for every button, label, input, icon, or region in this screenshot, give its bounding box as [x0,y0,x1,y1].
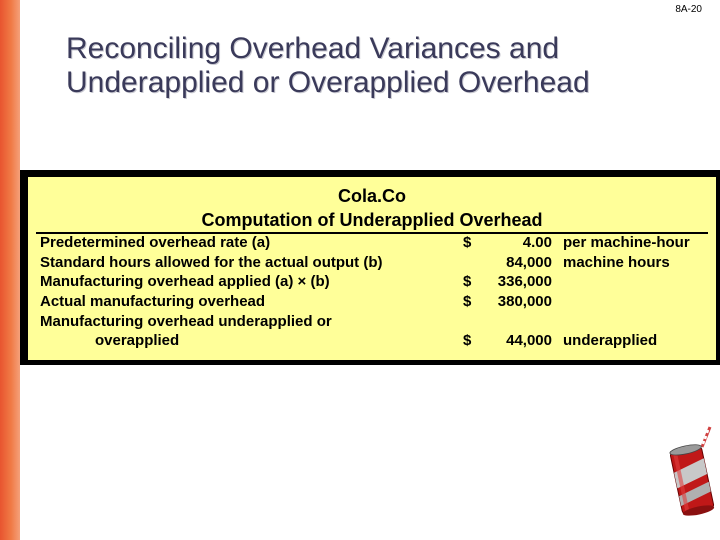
row-label: Predetermined overhead rate (a) [40,234,271,251]
slide-title-line-2: Underapplied or Overapplied Overhead [66,66,590,99]
row-value: 44,000 [506,332,552,349]
table-row [0,273,720,293]
table-heading: Computation of Underapplied Overhead [201,210,543,230]
table-row [0,293,720,313]
row-value: 336,000 [497,273,552,290]
row-value: 4.00 [522,234,552,251]
row-value: 380,000 [497,293,552,310]
table-row [0,332,720,352]
row-unit: per machine-hour [563,234,690,251]
row-dollar-sign: $ [463,273,472,290]
row-label: Actual manufacturing overhead [40,293,266,310]
table-row [0,234,720,254]
row-unit: machine hours [563,254,670,271]
slide-number: 8A-20 [675,4,702,15]
slide-title [66,32,706,100]
row-value: 84,000 [506,254,552,271]
row-dollar-sign: $ [463,332,472,349]
soda-can-icon [668,425,718,517]
row-unit: underapplied [563,332,658,349]
table-company-name: Cola.Co [337,186,406,206]
table-row [0,254,720,274]
row-label: overapplied [95,332,180,349]
row-label: Manufacturing overhead applied (a) × (b) [40,273,330,290]
slide-title-line-1: Reconciling Overhead Variances and [66,32,560,65]
row-label: Manufacturing overhead underapplied or [40,313,332,330]
row-dollar-sign: $ [463,293,472,310]
row-dollar-sign: $ [463,234,472,251]
table-row [0,313,720,333]
row-label: Standard hours allowed for the actual output (b) [40,254,383,271]
